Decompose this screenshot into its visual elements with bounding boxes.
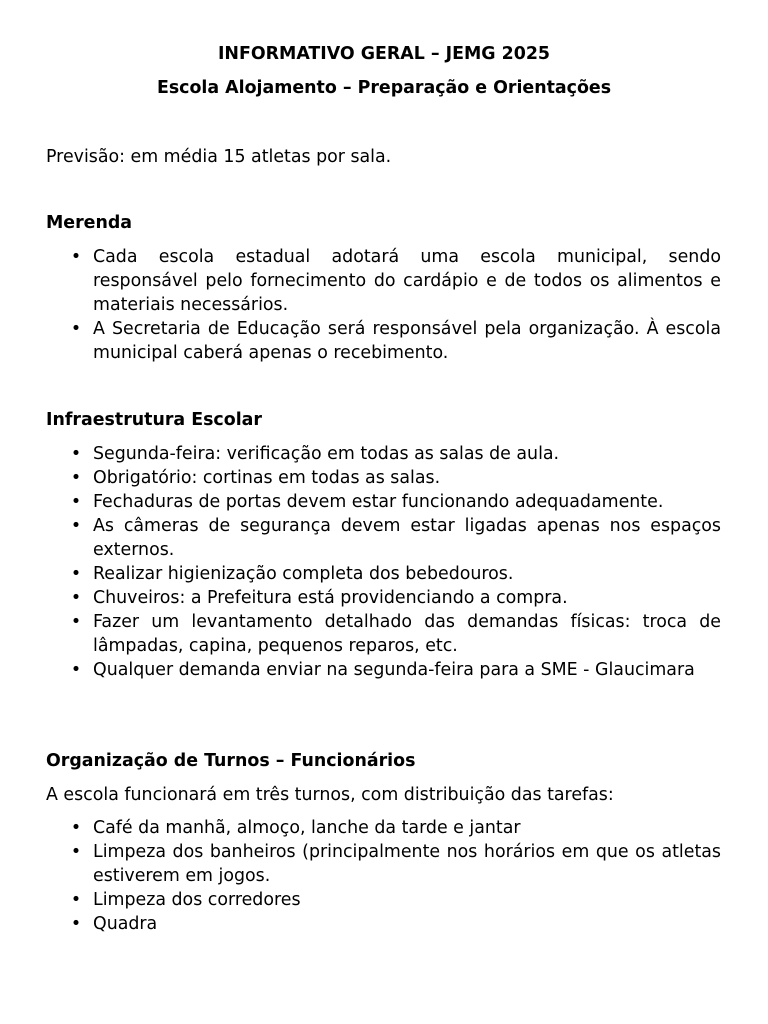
- list-item: [46, 912, 721, 936]
- list-item-text: Segunda-feira: verificação em todas as salas de aula.: [93, 444, 560, 464]
- bullet-icon: •: [70, 247, 82, 267]
- list-item: [46, 562, 721, 586]
- bullet-icon: •: [70, 914, 82, 934]
- list-item-text: As câmeras de segurança devem estar ligadas apenas nos espaços externos.: [93, 516, 721, 560]
- list-item-text: Fechaduras de portas devem estar funcionando adequadamente.: [93, 492, 664, 512]
- bullet-icon: •: [70, 468, 82, 488]
- intro-paragraph: Previsão: em média 15 atletas por sala.: [46, 147, 392, 167]
- list-item: [46, 317, 721, 365]
- bullet-icon: •: [70, 444, 82, 464]
- list-item: [46, 610, 721, 658]
- bullet-icon: •: [70, 319, 82, 339]
- list-item-text: Realizar higienização completa dos bebedouros.: [93, 564, 514, 584]
- section-heading-infraestrutura: Infraestrutura Escolar: [46, 410, 262, 430]
- bullet-icon: •: [70, 890, 82, 910]
- list-item: [46, 514, 721, 562]
- list-item: [46, 840, 721, 888]
- document-subtitle: Escola Alojamento – Preparação e Orientações: [156, 78, 612, 98]
- infraestrutura-list: [46, 442, 721, 682]
- bullet-icon: •: [70, 660, 82, 680]
- section-heading-merenda: Merenda: [46, 213, 133, 233]
- list-item: [46, 245, 721, 317]
- list-item: [46, 816, 721, 840]
- list-item-text: Obrigatório: cortinas em todas as salas.: [93, 468, 441, 488]
- list-item-text: Café da manhã, almoço, lanche da tarde e jantar: [93, 818, 521, 838]
- list-item: [46, 586, 721, 610]
- merenda-list: [46, 245, 721, 365]
- turnos-list: [46, 816, 721, 936]
- list-item-text: Fazer um levantamento detalhado das demandas físicas: troca de lâmpadas, capina, pequenos reparos, etc.: [93, 612, 721, 656]
- turnos-intro-paragraph: A escola funcionará em três turnos, com distribuição das tarefas:: [46, 785, 614, 805]
- bullet-icon: •: [70, 492, 82, 512]
- list-item-text: Quadra: [93, 914, 158, 934]
- document-title: INFORMATIVO GERAL – JEMG 2025: [217, 44, 551, 64]
- list-item-text: A Secretaria de Educação será responsável pela organização. À escola municipal caberá apenas o recebimento.: [93, 319, 721, 363]
- bullet-icon: •: [70, 588, 82, 608]
- bullet-icon: •: [70, 564, 82, 584]
- bullet-icon: •: [70, 818, 82, 838]
- list-item-text: Chuveiros: a Prefeitura está providenciando a compra.: [93, 588, 568, 608]
- bullet-icon: •: [70, 612, 82, 632]
- list-item: [46, 442, 721, 466]
- list-item: [46, 466, 721, 490]
- list-item-text: Limpeza dos corredores: [93, 890, 301, 910]
- section-heading-turnos: Organização de Turnos – Funcionários: [46, 751, 416, 771]
- bullet-icon: •: [70, 842, 82, 862]
- list-item-text: Qualquer demanda enviar na segunda-feira para a SME - Glaucimara: [93, 660, 695, 680]
- list-item: [46, 658, 721, 682]
- bullet-icon: •: [70, 516, 82, 536]
- list-item: [46, 490, 721, 514]
- list-item: [46, 888, 721, 912]
- list-item-text: Limpeza dos banheiros (principalmente nos horários em que os atletas estiverem em jogos.: [93, 842, 721, 886]
- list-item-text: Cada escola estadual adotará uma escola municipal, sendo responsável pelo fornecimento do cardápio e de todos os alimentos e materiais necessários.: [93, 247, 721, 315]
